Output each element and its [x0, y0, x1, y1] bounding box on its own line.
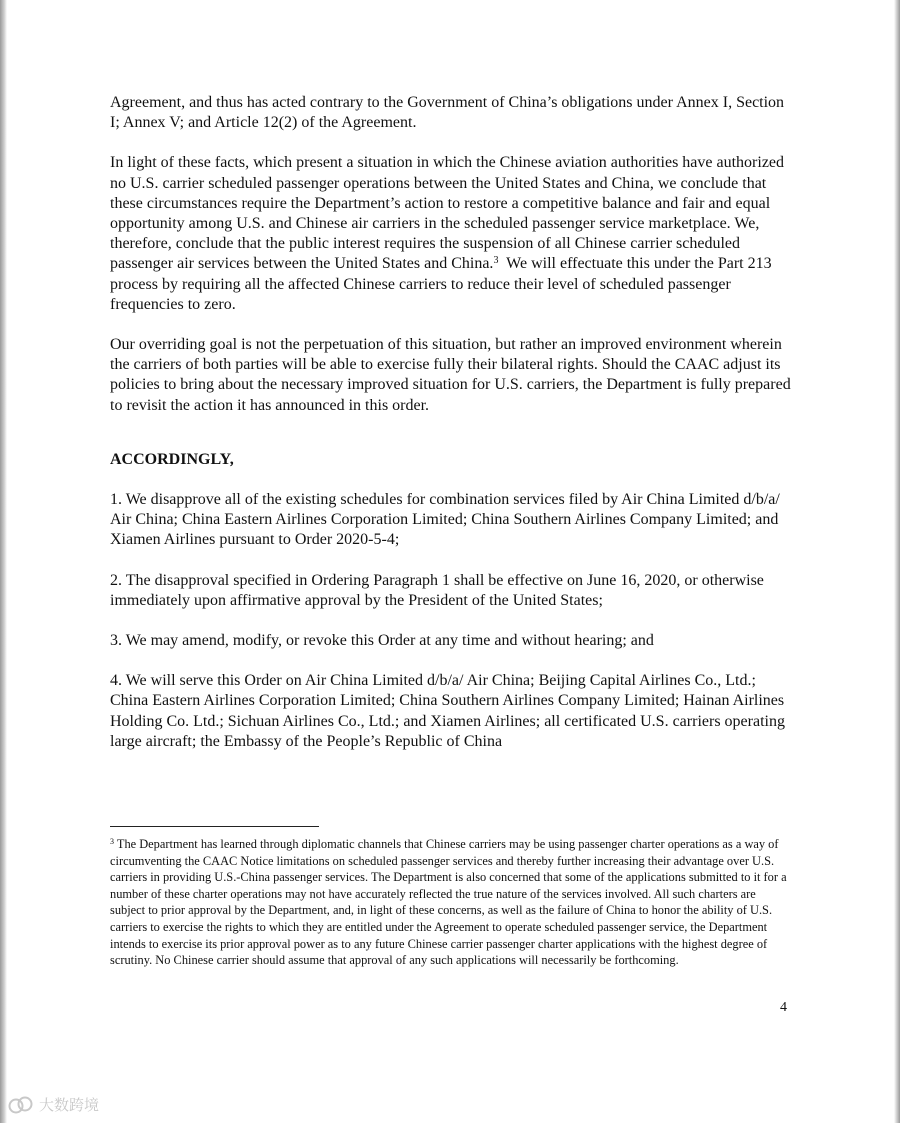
section-heading: ACCORDINGLY,	[110, 450, 234, 468]
document-body	[110, 93, 792, 752]
watermark-logo-icon	[8, 1095, 34, 1115]
page-number: 4	[780, 1000, 787, 1015]
footnote-marker: 3	[110, 837, 114, 846]
footnote-divider	[110, 826, 319, 827]
footnote-reference[interactable]: 3	[493, 255, 499, 267]
paragraph-facts-text: In light of these facts, which present a situation in which the Chinese aviation authorities have authorized no U.S. carrier scheduled passenger operations between the United States and China, we conclude that these circumstances require the Department’s action to restore a competitive balance and fair and equal opportunity among U.S. and Chinese air carriers in the scheduled passenger service marketplace. We, therefore, conclude that the public interest requires the suspension of all Chinese carrier scheduled passenger air services between the United States and China.	[110, 154, 785, 273]
watermark-text: 大数跨境	[39, 1096, 100, 1114]
ordering-paragraph-2: 2. The disapproval specified in Ordering Paragraph 1 shall be effective on June 16, 2020, or otherwise immediately upon affirmative approval by the President of the United States;	[110, 571, 764, 609]
paragraph-facts-continuation: We will effectuate this under the Part 213 process by requiring all the affected Chinese carriers to reduce their level of scheduled passenger frequencies to zero.	[110, 255, 772, 313]
watermark	[8, 1094, 99, 1115]
paragraph-goal: Our overriding goal is not the perpetuation of this situation, but rather an improved environment wherein the carriers of both parties will be able to exercise fully their bilateral rights. Should the CAAC adjust its policies to bring about the necessary improved situation for U.S. carriers, the Department is fully prepared to revisit the action it has announced in this order.	[110, 336, 791, 414]
footnote-text: The Department has learned through diplomatic channels that Chinese carriers may be using passenger charter operations as a way of circumventing the CAAC Notice limitations on scheduled passenger services and thereby further increasing their advantage over U.S. carriers in providing U.S.-China passenger services. The Department is also concerned that some of the applications submitted to it for a number of these charter operations may not have accurately reflected the true nature of the services involved. All such charters are subject to prior approval by the Department, and, in light of these concerns, as well as the failure of China to honor the ability of U.S. carriers to exercise the rights to which they are entitled under the Agreement to operate scheduled passenger service, the Department intends to exercise its prior approval power as to any future Chinese carrier passenger charter applications with the highest degree of scrutiny. No Chinese carrier should assume that approval of any such applications will necessarily be forthcoming.	[110, 837, 787, 968]
paragraph-facts	[110, 153, 792, 315]
page-edge-right	[894, 0, 900, 1123]
ordering-paragraph-1: 1. We disapprove all of the existing schedules for combination services filed by Air China Limited d/b/a/ Air China; China Eastern Airlines Corporation Limited; China Southern Airlines Company Limited; and Xiamen Airlines pursuant to Order 2020-5-4;	[110, 491, 780, 549]
paragraph-agreement: Agreement, and thus has acted contrary to the Government of China’s obligations under Annex I, Section I; Annex V; and Article 12(2) of the Agreement.	[110, 94, 785, 132]
page-edge-left	[0, 0, 7, 1123]
footnote	[110, 836, 790, 969]
ordering-paragraph-4: 4. We will serve this Order on Air China Limited d/b/a/ Air China; Beijing Capital Airlines Co., Ltd.; China Eastern Airlines Corporation Limited; China Southern Airlines Company Limited; Hainan Airlines Holding Co. Ltd.; Sichuan Airlines Co., Ltd.; and Xiamen Airlines; all certificated U.S. carriers operating large aircraft; the Embassy of the People’s Republic of China	[110, 672, 785, 750]
ordering-paragraph-3: 3. We may amend, modify, or revoke this Order at any time and without hearing; and	[110, 632, 654, 650]
